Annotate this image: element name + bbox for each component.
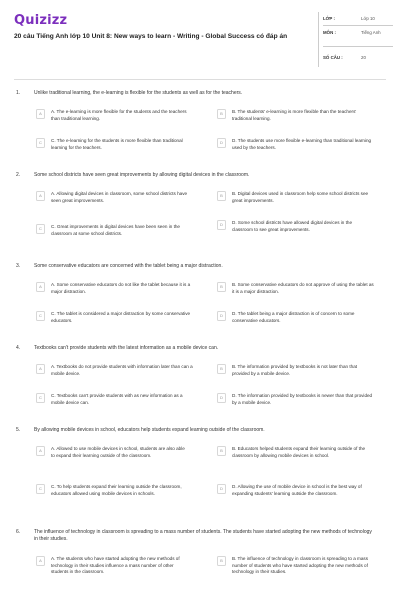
option-letter-box: C — [36, 138, 45, 148]
option-text: C. Great improvements in digital devices have been seen in the classroom at some school districts. — [51, 224, 180, 236]
option-text: C. To help students expand their learning outside the classroom, educators allowed using mobile devices in schools. — [51, 484, 182, 496]
meta-info-box — [318, 12, 394, 67]
option-text: D. The students use more flexible e-learning than traditional learning used by the teachers. — [232, 138, 372, 150]
option-letter-box: C — [36, 311, 45, 321]
option-letter-box: A — [36, 364, 45, 374]
meta-class-value: Lớp 10 — [361, 16, 375, 21]
question-number: 5. — [16, 427, 21, 433]
option-text: B. Some conservative educators do not approve of using the tablet as it is a major distraction. — [232, 282, 374, 294]
option-letter-box: A — [36, 556, 45, 566]
option-text: A. Textbooks do not provide students with information later than can a mobile device. — [51, 364, 193, 376]
option-text: A. The e-learning is more flexible for the students and the teachers than traditional learning. — [51, 109, 187, 121]
question-number: 3. — [16, 263, 21, 269]
option-letter-box: B — [217, 446, 226, 456]
meta-subject-value: Tiếng Anh — [361, 30, 381, 35]
page-header — [0, 0, 400, 76]
option-letter-box: D — [217, 393, 226, 403]
question-text: By allowing mobile devices in school, educators help students expand learning outside of the classroom. — [34, 427, 265, 433]
meta-subject-label: MÔN : — [323, 30, 336, 35]
option-text: B. The influence of technology in classroom is spreading to a mass number of students who have started adopting the new methods of technology in their studies. — [232, 556, 369, 575]
meta-divider — [323, 25, 393, 26]
option-text: D. Some school districts have allowed digital devices in the classroom to see great improvements. — [232, 220, 353, 232]
option-letter-box: C — [36, 484, 45, 494]
option-text: B. The students' e-learning is more flexible than the teachers' traditional learning. — [232, 109, 357, 121]
option-letter-box: A — [36, 446, 45, 456]
option-letter-box: D — [217, 220, 226, 230]
quizizz-logo: Quizizz — [14, 13, 68, 28]
question-text: Some school districts have seen great improvements by allowing digital devices in the classroom. — [34, 172, 250, 178]
option-text: D. The information provided by textbooks is newer than that provided by a mobile device. — [232, 393, 373, 405]
option-text: B. The information provided by textbooks is not later than that provided by a mobile device. — [232, 364, 358, 376]
meta-count-label: SỐ CÂU : — [323, 55, 343, 60]
meta-class-label: LỚP : — [323, 16, 335, 21]
question-text: The influence of technology in classroom is spreading to a mass number of students. The students have started adopting the new methods of technology in their studies. — [34, 529, 372, 542]
option-letter-box: D — [217, 484, 226, 494]
document-title: 20 câu Tiếng Anh lớp 10 Unit 8: New ways to learn - Writing - Global Success có đáp án — [14, 33, 288, 40]
option-text: D. The tablet being a major distraction is of concern to some conservative educators. — [232, 311, 355, 323]
question-number: 4. — [16, 345, 21, 351]
meta-count-value: 20 — [361, 55, 366, 60]
question-text: Textbooks can't provide students with the latest information as a mobile device can. — [34, 345, 219, 351]
meta-divider — [323, 46, 393, 47]
option-letter-box: B — [217, 364, 226, 374]
option-letter-box: B — [217, 556, 226, 566]
option-letter-box: B — [217, 282, 226, 292]
option-text: A. Allowed to use mobile devices in school, students are also able to expand their learning outside of the classroom. — [51, 446, 185, 458]
option-text: C. Textbooks can't provide students with as new information as a mobile device can. — [51, 393, 183, 405]
option-letter-box: B — [217, 109, 226, 119]
option-letter-box: A — [36, 109, 45, 119]
option-letter-box: D — [217, 311, 226, 321]
option-text: A. Some conservative educators do not like the tablet because it is a major distraction. — [51, 282, 191, 294]
option-letter-box: A — [36, 191, 45, 201]
question-number: 6. — [16, 529, 21, 535]
option-letter-box: C — [36, 224, 45, 234]
question-text: Some conservative educators are concerned with the tablet being a major distraction. — [34, 263, 223, 269]
question-number: 2. — [16, 172, 21, 178]
header-divider — [14, 79, 386, 80]
option-text: A. Allowing digital devices in classroom, some school districts have seen great improvements. — [51, 191, 188, 203]
option-text: B. Educators helped students expand their learning outside of the classroom by allowing mobile devices in school. — [232, 446, 366, 458]
question-number: 1. — [16, 90, 21, 96]
option-text: D. Allowing the use of mobile device in school is the best way of expanding students' learning outside the classroom. — [232, 484, 362, 496]
option-text: C. The e-learning for the students is more flexible than traditional learning for the teachers. — [51, 138, 183, 150]
option-letter-box: A — [36, 282, 45, 292]
option-letter-box: C — [36, 393, 45, 403]
option-text: A. The students who have started adopting the new methods of technology in their studies influence a mass number of other students in the classroom. — [51, 556, 180, 575]
option-letter-box: D — [217, 138, 226, 148]
option-letter-box: B — [217, 191, 226, 201]
option-text: B. Digital devices used in classroom help some school districts see great improvements. — [232, 191, 369, 203]
option-text: C. The tablet is considered a major distraction by some conservative educators. — [51, 311, 191, 323]
question-text: Unlike traditional learning, the e-learning is flexible for the students as well as for the teachers. — [34, 90, 243, 96]
